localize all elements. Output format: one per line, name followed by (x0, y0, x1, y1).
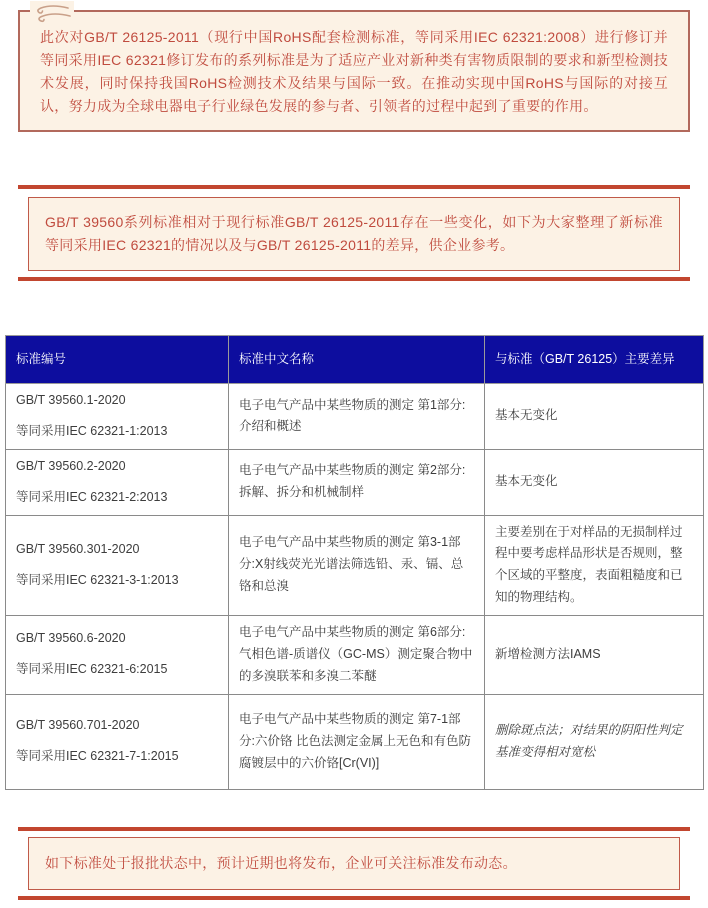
cell-standard-no (6, 515, 229, 616)
cloud-ornament-icon (30, 1, 74, 27)
standard-number: GB/T 39560.701-2020 (16, 718, 140, 733)
table-row (6, 616, 704, 695)
table-row (6, 449, 704, 515)
cell-name-cn: 电子电气产品中某些物质的测定 第1部分:介绍和概述 (229, 384, 485, 450)
intro-text: 此次对GB/T 26125-2011（现行中国RoHS配套检测标准，等同采用IEC 62321:2008）进行修订并等同采用IEC 62321修订发布的系列标准是为了适应产业对新种类有害物质限制的要求和新型检测技术发展，同时保持我国RoHS检测技术及结果与国际一致。在推动实现中国RoHS与国际的对接互认，努力成为全球电器电子行业绿色发展的参与者、引领者的过程中起到了重要的作用。 (40, 29, 668, 114)
standard-number: GB/T 39560.6-2020 (16, 631, 126, 646)
cell-difference: 删除斑点法；对结果的阴阳性判定基准变得相对宽松 (485, 694, 704, 789)
adoption-note: 等同采用IEC 62321-6:2015 (16, 662, 168, 677)
cell-name-cn: 电子电气产品中某些物质的测定 第6部分:气相色谱-质谱仪（GC-MS）测定聚合物中的多溴联苯和多溴二苯醚 (229, 616, 485, 695)
cell-name-cn: 电子电气产品中某些物质的测定 第7-1部分:六价铬 比色法测定金属上无色和有色防腐镀层中的六价铬[Cr(VI)] (229, 694, 485, 789)
cell-standard-no (6, 384, 229, 450)
red-divider (18, 185, 690, 189)
standard-number: GB/T 39560.1-2020 (16, 393, 126, 407)
table-header-row (6, 336, 704, 384)
cell-difference: 新增检测方法IAMS (485, 616, 704, 695)
header-difference: 与标准（GB/T 26125）主要差异 (485, 336, 704, 384)
summary-box (28, 197, 680, 271)
cell-difference: 基本无变化 (485, 384, 704, 450)
adoption-note: 等同采用IEC 62321-7-1:2015 (16, 749, 179, 764)
table-row (6, 384, 704, 450)
cell-difference: 主要差别在于对样品的无损制样过程中要考虑样品形状是否规则，整个区域的平整度，表面粗糙度和已知的物理结构。 (485, 515, 704, 616)
red-divider (18, 827, 690, 831)
cell-difference: 基本无变化 (485, 449, 704, 515)
cell-name-cn: 电子电气产品中某些物质的测定 第3-1部分:X射线荧光光谱法筛选铅、汞、镉、总铬和总溴 (229, 515, 485, 616)
adoption-note: 等同采用IEC 62321-1:2013 (16, 423, 168, 438)
cell-standard-no (6, 616, 229, 695)
summary-text: GB/T 39560系列标准相对于现行标准GB/T 26125-2011存在一些变化，如下为大家整理了新标准等同采用IEC 62321的情况以及与GB/T 26125-2011的差异，供企业参考。 (45, 214, 663, 253)
intro-box (18, 10, 690, 132)
header-name-cn: 标准中文名称 (229, 336, 485, 384)
notice-text: 如下标准处于报批状态中，预计近期也将发布，企业可关注标准发布动态。 (45, 854, 517, 871)
cell-standard-no (6, 694, 229, 789)
header-standard-no: 标准编号 (6, 336, 229, 384)
adoption-note: 等同采用IEC 62321-2:2013 (16, 489, 168, 504)
standard-number: GB/T 39560.2-2020 (16, 458, 126, 473)
adoption-note: 等同采用IEC 62321-3-1:2013 (16, 572, 179, 587)
table-row (6, 515, 704, 616)
red-divider (18, 277, 690, 281)
notice-box (28, 837, 680, 890)
cell-standard-no (6, 449, 229, 515)
standard-number: GB/T 39560.301-2020 (16, 541, 140, 556)
table-row (6, 694, 704, 789)
cell-name-cn: 电子电气产品中某些物质的测定 第2部分:拆解、拆分和机械制样 (229, 449, 485, 515)
red-divider (18, 896, 690, 900)
standards-comparison-table (5, 335, 704, 790)
